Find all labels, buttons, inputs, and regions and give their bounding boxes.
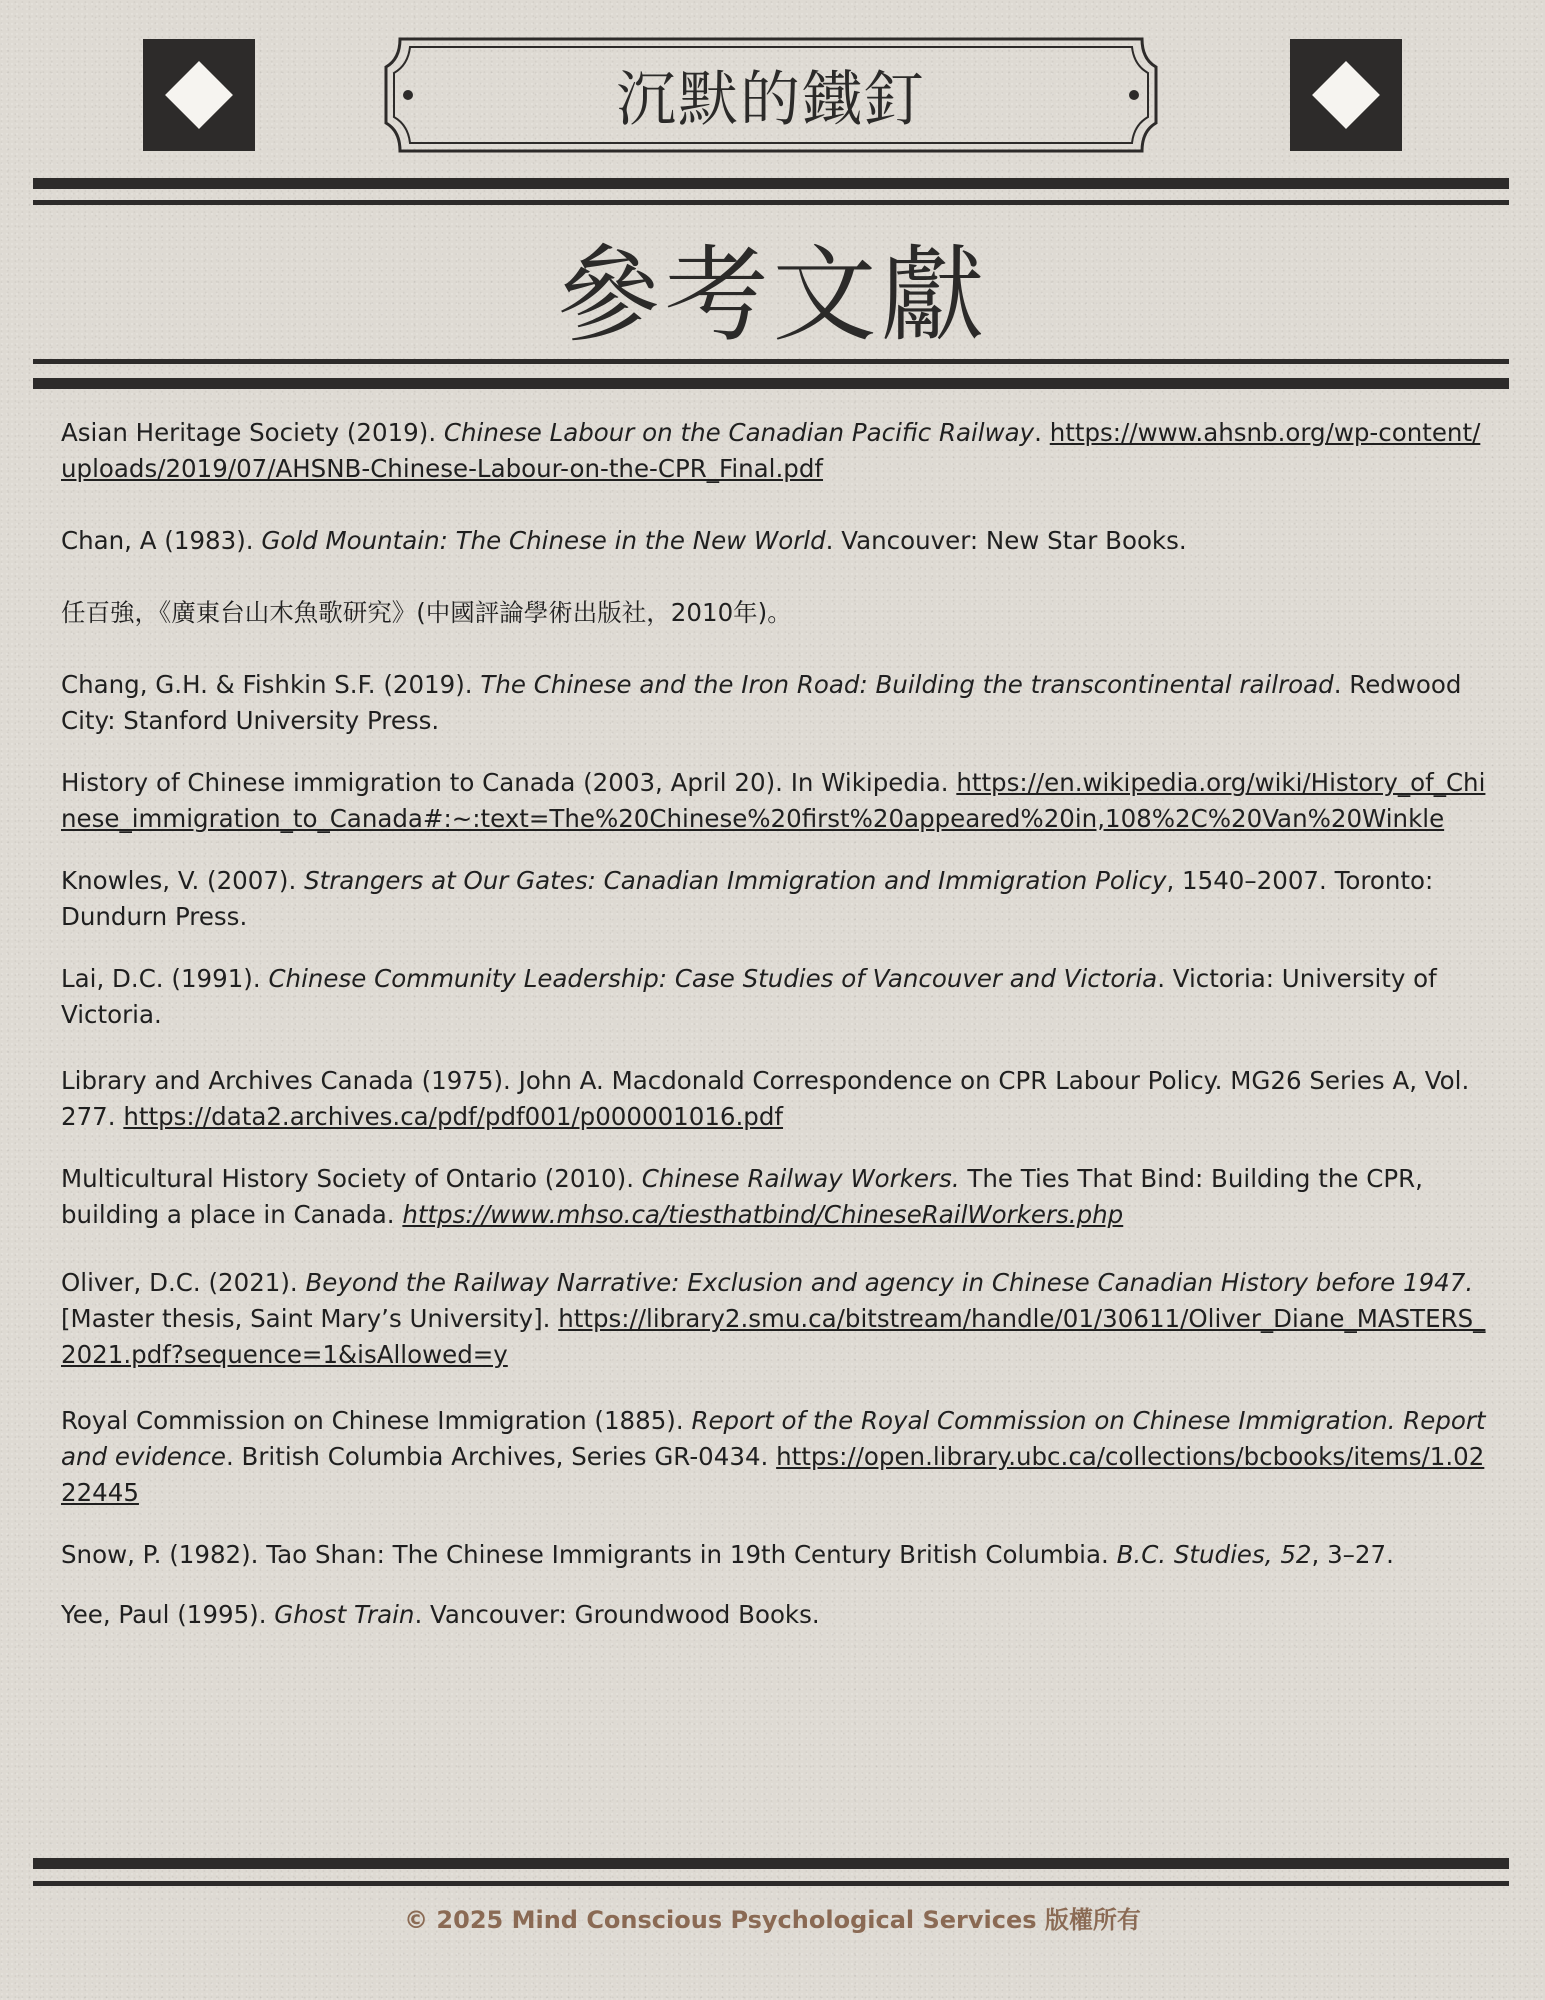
reference-entry	[61, 415, 1491, 487]
reference-entry	[61, 523, 1491, 559]
corner-ornament-left	[143, 39, 255, 151]
reference-text: [Master thesis, Saint Mary’s University].	[61, 1304, 559, 1333]
reference-entry	[61, 961, 1491, 1033]
corner-ornament-right	[1290, 39, 1402, 151]
reference-entry	[61, 1161, 1491, 1233]
reference-text: . Vancouver: New Star Books.	[825, 526, 1187, 555]
reference-entry	[61, 1537, 1491, 1573]
reference-entry	[61, 1265, 1491, 1373]
reference-text: . Vancouver: Groundwood Books.	[414, 1600, 820, 1629]
book-title-plaque	[384, 37, 1158, 153]
reference-text: Multicultural History Society of Ontario (2010).	[61, 1164, 642, 1193]
reference-link[interactable]: https://www.mhso.ca/tiesthatbind/ChineseRailWorkers.php	[402, 1200, 1124, 1229]
divider-thick	[33, 178, 1509, 189]
reference-entry	[61, 1403, 1491, 1511]
reference-link[interactable]: https://library2.smu.ca/bitstream/handle/01/30611/Oliver_Diane_MASTERS_2021.pdf?sequence=1&isAllowed=y	[61, 1304, 1486, 1369]
reference-text: Snow, P. (1982). Tao Shan: The Chinese Immigrants in 19th Century British Columbia.	[61, 1540, 1117, 1569]
diamond-icon	[1312, 61, 1380, 129]
reference-text: . Redwood City: Stanford University Press.	[61, 670, 1462, 735]
reference-link[interactable]: https://www.ahsnb.org/wp-content/uploads/2019/07/AHSNB-Chinese-Labour-on-the-CPR_Final.pdf	[61, 418, 1481, 483]
reference-text: .	[1034, 418, 1050, 447]
reference-title: Chinese Railway Workers.	[641, 1164, 960, 1193]
reference-text: . British Columbia Archives, Series GR-0434.	[225, 1442, 777, 1471]
reference-title: B.C. Studies, 52	[1116, 1540, 1312, 1569]
reference-text: Asian Heritage Society (2019).	[61, 418, 444, 447]
reference-text: Lai, D.C. (1991).	[61, 964, 269, 993]
reference-text: Royal Commission on Chinese Immigration (1885).	[61, 1406, 692, 1435]
reference-title: Beyond the Railway Narrative: Exclusion and agency in Chinese Canadian History before 1947.	[305, 1268, 1474, 1297]
diamond-icon	[165, 61, 233, 129]
divider-thin	[33, 200, 1509, 205]
reference-entry	[61, 1597, 1491, 1633]
reference-title: Gold Mountain: The Chinese in the New World	[261, 526, 826, 555]
reference-title: Ghost Train	[274, 1600, 415, 1629]
reference-entry	[61, 1063, 1491, 1135]
reference-text: , 3–27.	[1311, 1540, 1394, 1569]
divider-thin	[33, 1881, 1509, 1886]
book-title: 沉默的鐵釘	[616, 65, 926, 135]
reference-text: Yee, Paul (1995).	[61, 1600, 275, 1629]
reference-entry	[61, 595, 1491, 631]
reference-title: Report of the Royal Commission on Chinese Immigration. Report and evidence	[61, 1406, 1486, 1471]
reference-title: Chinese Community Leadership: Case Studies of Vancouver and Victoria	[268, 964, 1158, 993]
divider-thin	[33, 359, 1509, 364]
reference-link[interactable]: https://data2.archives.ca/pdf/pdf001/p000001016.pdf	[123, 1102, 784, 1131]
reference-text: Oliver, D.C. (2021).	[61, 1268, 306, 1297]
reference-text: History of Chinese immigration to Canada (2003, April 20). In Wikipedia.	[61, 768, 957, 797]
reference-title: Strangers at Our Gates: Canadian Immigration and Immigration Policy	[304, 866, 1167, 895]
divider-thick	[33, 378, 1509, 389]
reference-text: Knowles, V. (2007).	[61, 866, 305, 895]
reference-text: The Ties That Bind: Building the CPR, building a place in Canada.	[61, 1164, 1423, 1229]
reference-text: Library and Archives Canada (1975). John A. Macdonald Correspondence on CPR Labour Policy. MG26 Series A, Vol. 277.	[61, 1066, 1470, 1131]
reference-entry	[61, 667, 1491, 739]
reference-text: , 1540–2007. Toronto: Dundurn Press.	[61, 866, 1434, 931]
section-title: 參考文獻	[556, 234, 989, 356]
reference-link[interactable]: https://open.library.ubc.ca/collections/bcbooks/items/1.0222445	[61, 1442, 1485, 1507]
reference-text: Chan, A (1983).	[61, 526, 262, 555]
divider-thick	[33, 1858, 1509, 1869]
reference-link[interactable]: https://en.wikipedia.org/wiki/History_of_Chinese_immigration_to_Canada#:~:text=The%20Chinese%20first%20appeared%20in,108%2C%20Van%20Winkle	[61, 768, 1486, 833]
reference-text: 任百強，《廣東台山木魚歌研究》(中國評論學術出版社，2010年)。	[61, 598, 792, 627]
copyright-footer: © 2025 Mind Conscious Psychological Services 版權所有	[404, 1906, 1141, 1934]
reference-list	[61, 415, 1491, 1633]
reference-text: Chang, G.H. & Fishkin S.F. (2019).	[61, 670, 481, 699]
reference-entry	[61, 863, 1491, 935]
reference-title: Chinese Labour on the Canadian Pacific Railway	[443, 418, 1035, 447]
reference-text: . Victoria: University of Victoria.	[61, 964, 1437, 1029]
reference-title: The Chinese and the Iron Road: Building the transcontinental railroad	[480, 670, 1334, 699]
reference-entry	[61, 765, 1491, 837]
